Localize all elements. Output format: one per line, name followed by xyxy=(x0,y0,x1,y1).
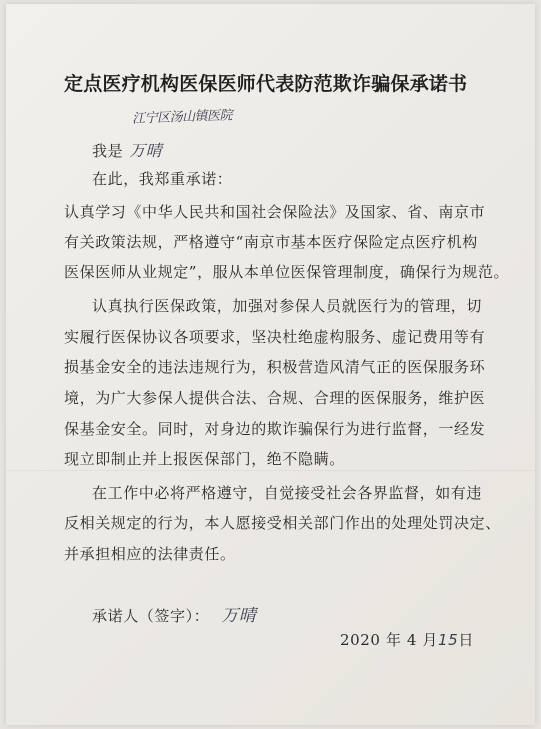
paragraph1-line: 认真学习《中华人民共和国社会保险法》及国家、省、南京市 xyxy=(64,203,486,221)
signature-label: 承诺人（签字）： xyxy=(92,607,210,625)
intro-line: 在此，我郑重承诺： xyxy=(92,170,233,188)
date-day-handwriting: 15 xyxy=(438,631,459,649)
paragraph3-line: 在工作中必将严格遵守，自觉接受社会各界监督，如有违 xyxy=(92,484,483,502)
name-handwriting: 万晴 xyxy=(129,141,163,160)
date-printed: 2020 年 4 月 xyxy=(340,631,439,649)
i-am-line xyxy=(92,138,162,161)
paragraph2-line: 损基金安全的违法违规行为，积极营造风清气正的医保服务环 xyxy=(64,358,486,376)
paragraph3-line: 反相关规定的行为，本人愿接受相关部门作出的处理处罚决定、 xyxy=(64,514,501,532)
paragraph1-line: 有关政策法规，严格遵守“南京市基本医疗保险定点医疗机构 xyxy=(64,233,478,251)
paper-crease xyxy=(6,470,535,471)
paragraph2-line: 保基金安全。同时，对身边的欺诈骗保行为进行监督，一经发 xyxy=(64,420,486,438)
i-am-label: 我是 xyxy=(92,142,124,160)
hospital-name-handwriting: 江宁区汤山镇医院 xyxy=(131,108,233,127)
date-line xyxy=(340,629,474,650)
date-suffix: 日 xyxy=(458,631,474,649)
signature-line xyxy=(92,601,257,626)
paragraph2-line: 实履行医保协议各项要求，坚决杜绝虚构服务、虚记费用等有 xyxy=(64,328,486,346)
paragraph2-line: 境，为广大参保人提供合法、合规、合理的医保服务，维护医 xyxy=(64,389,486,407)
paragraph2-line: 现立即制止并上报医保部门，绝不隐瞒。 xyxy=(64,450,345,468)
paragraph3-line: 并承担相应的法律责任。 xyxy=(64,545,236,563)
document-title: 定点医疗机构医保医师代表防范欺诈骗保承诺书 xyxy=(64,73,468,95)
signature-handwriting: 万晴 xyxy=(221,606,257,626)
paragraph1-line: 医保医师从业规定”，服从本单位医保管理制度，确保行为规范。 xyxy=(64,263,510,281)
paragraph2-line: 认真执行医保政策，加强对参保人员就医行为的管理，切 xyxy=(92,297,483,315)
